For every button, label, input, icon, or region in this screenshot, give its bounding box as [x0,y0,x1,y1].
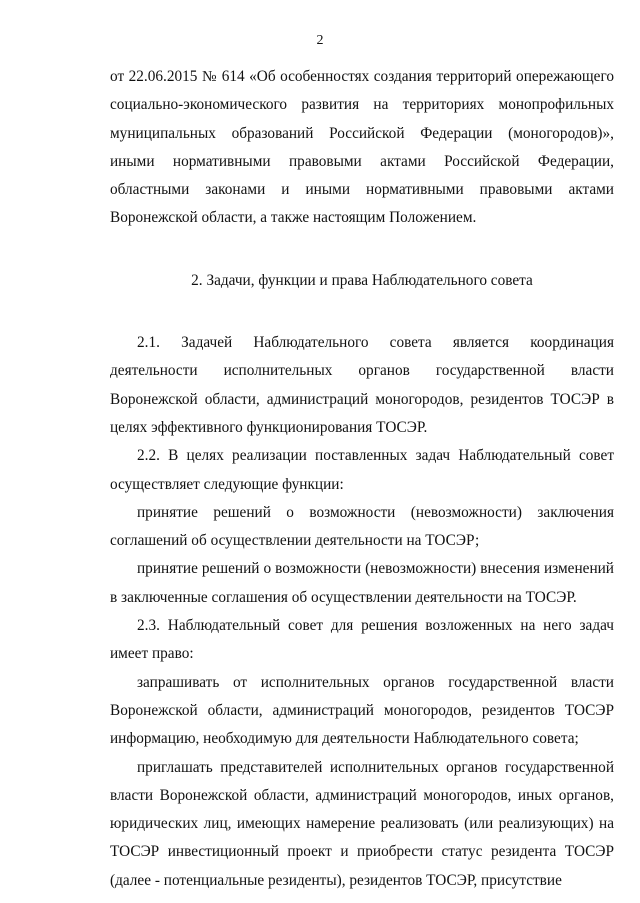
paragraph-2-2-function-a: принятие решений о возможности (невозможности) заключения соглашений об осуществлении деятельности на ТОСЭР; [110,503,614,550]
page-number: 2 [316,33,324,48]
paragraph-2-1: 2.1. Задачей Наблюдательного совета является координация деятельности исполнительных органов государственной власти Воронежской области, администраций моногородов, резидентов ТОСЭР в целях эффективного функционирования ТОСЭР. [110,334,614,436]
document-body [110,63,614,895]
paragraph-2-3: 2.3. Наблюдательный совет для решения возложенных на него задач имеет право: [110,617,614,663]
paragraph-2-2-function-b: принятие решений о возможности (невозможности) внесения изменений в заключенные соглашения об осуществлении деятельности на ТОСЭР. [110,560,614,606]
paragraph-2-3-right-a: запрашивать от исполнительных органов государственной власти Воронежской области, администраций моногородов, резидентов ТОСЭР информацию, необходимую для деятельности Наблюдательного совета; [110,673,614,748]
paragraph-2-3-right-b: приглашать представителей исполнительных органов государственной власти Воронежской области, администраций моногородов, иных органов, юридических лиц, имеющих намерение реализовать (или реализующих) на ТОСЭР инвестиционный проект и приобрести статус резидента ТОСЭР (далее - потенциальные резиденты), резидентов ТОСЭР, присутствие [110,758,614,889]
paragraph-intro-continuation: от 22.06.2015 № 614 «Об особенностях создания территорий опережающего социально-экономического развития на территориях монопрофильных муниципальных образований Российской Федерации (моногородов)», иными нормативными правовыми актами Российской Федерации, областными законами и иными нормативными правовыми актами Воронежской области, а также настоящим Положением. [110,68,614,227]
paragraph-2-2: 2.2. В целях реализации поставленных задач Наблюдательный совет осуществляет следующие функции: [110,447,614,493]
section-heading: 2. Задачи, функции и права Наблюдательного совета [191,271,533,289]
spacer [110,233,614,250]
spacer [110,312,614,329]
